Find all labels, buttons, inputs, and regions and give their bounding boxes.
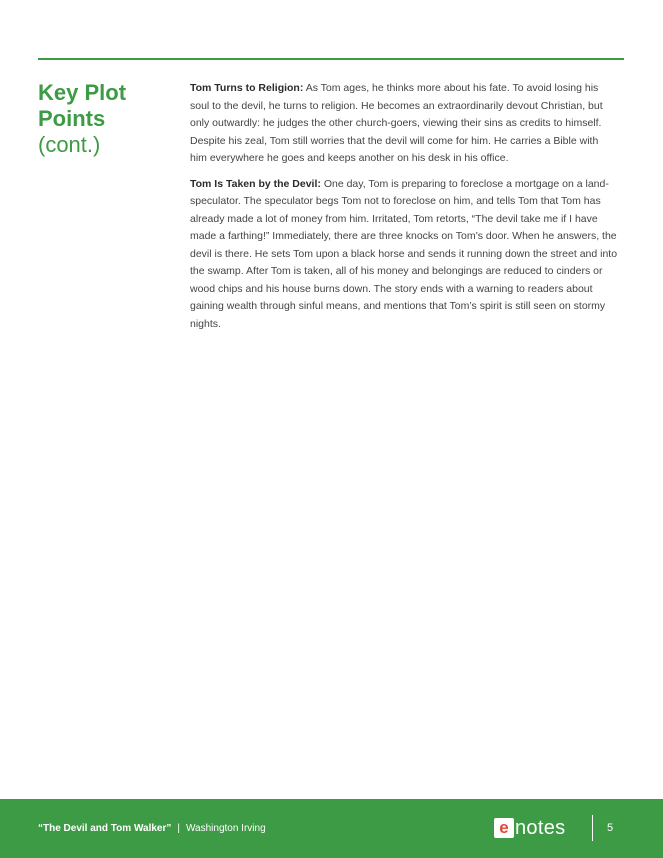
heading-line-2: Points (38, 106, 106, 131)
logo-text: notes (515, 816, 566, 839)
top-divider (38, 58, 624, 60)
author-name: Washington Irving (185, 823, 266, 834)
footer-title (38, 823, 266, 834)
paragraph-text: One day, Tom is preparing to foreclose a mortgage on a land-speculator. The speculator begs Tom not to foreclose on him, and tells Tom that Tom has already made a lot of money from him. Irritated, Tom retorts, “The devil take me if I have made a farthing!” Immediately, there are three knocks on Tom’s door. When he answers, the devil is there. He sets Tom upon a black horse and sends it running down the street and into the swamp. After Tom is taken, all of his money and belongings are reduced to cinders or wood chips and his house burns down. The story ends with a warning to readers about gaining wealth through sinful means, and mentions that Tom’s spirit is still seen on stormy nights. (190, 177, 618, 330)
body-content (190, 80, 618, 341)
heading-line-1: Key Plot (38, 80, 127, 105)
paragraph-religion (190, 80, 618, 168)
title-separator: | (177, 823, 180, 834)
paragraph-text: As Tom ages, he thinks more about his fate. To avoid losing his soul to the devil, he turns to religion. He becomes an extraordinarily devout Christian, but only outwardly: he judges the other church-goers, viewing their sins as credits to himself. Despite his zeal, Tom still worries that the devil will come for him. He carries a Bible with him everywhere he goes and keeps another on his desk in his office. (190, 82, 603, 164)
page-number: 5 (607, 822, 614, 834)
enotes-logo (494, 817, 565, 839)
paragraph-lead: Tom Turns to Religion: (190, 82, 304, 94)
logo-e-icon: e (494, 818, 514, 838)
footer-divider (592, 815, 593, 841)
section-heading (38, 80, 168, 158)
paragraph-lead: Tom Is Taken by the Devil: (190, 177, 321, 190)
book-title: “The Devil and Tom Walker” (38, 823, 172, 834)
heading-line-3: (cont.) (38, 132, 101, 157)
page-footer (0, 799, 663, 858)
paragraph-devil (190, 176, 618, 334)
